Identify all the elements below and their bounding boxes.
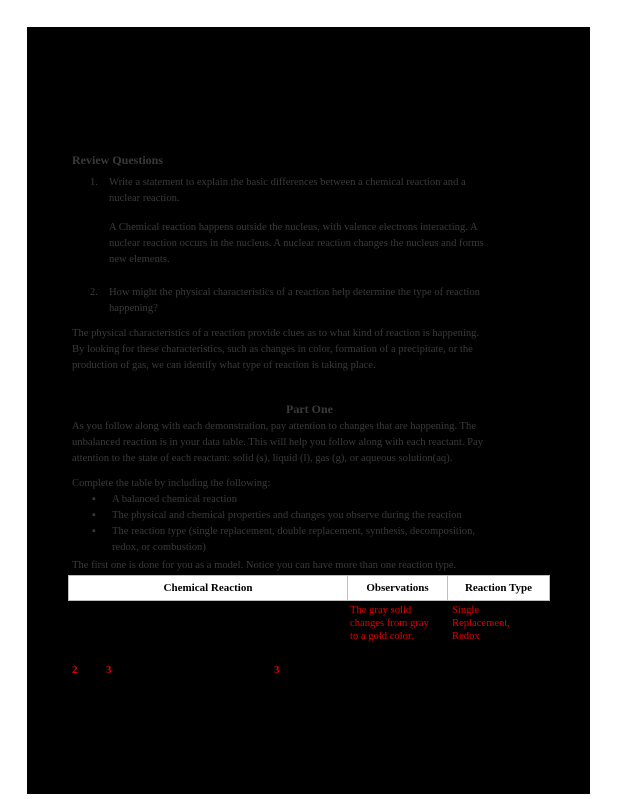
part-one-intro-line-2: unbalanced reaction is in your data table. This will help you follow along with each reactant. Pay — [72, 437, 484, 448]
model-note: The first one is done for you as a model. Notice you can have more than one reaction type. — [72, 560, 457, 571]
answer-2 — [72, 326, 547, 374]
header-observations: Observations — [348, 576, 448, 601]
list-item-continuation: redox, or combustion) — [112, 542, 206, 553]
answer-1-line-3: new elements. — [109, 254, 170, 265]
requirements-list — [90, 492, 540, 556]
table-header-row — [69, 576, 550, 601]
part-one-intro — [72, 419, 547, 467]
answer-2-line-1: The physical characteristics of a reaction provide clues as to what kind of reaction is happening. — [72, 328, 480, 339]
coefficient-3: 3 — [274, 664, 280, 676]
question-2-text-line-2: happening? — [109, 303, 158, 314]
question-1-text-line-1: Write a statement to explain the basic differences between a chemical reaction and a — [109, 177, 466, 188]
reaction-table — [68, 575, 550, 601]
part-one-intro-line-3: attention to the state of each reactant: solid (s), liquid (l), gas (g), or aqueous solution(aq). — [72, 453, 453, 464]
answer-1-line-2: nuclear reaction occurs in the nucleus. A nuclear reaction changes the nucleus and forms — [109, 238, 484, 249]
header-reaction-type: Reaction Type — [448, 576, 550, 601]
bullet-icon: ▪ — [92, 510, 96, 521]
question-2-text-line-1: How might the physical characteristics of a reaction help determine the type of reaction — [109, 287, 480, 298]
part-one-intro-line-1: As you follow along with each demonstration, pay attention to changes that are happening. The — [72, 421, 477, 432]
row1-observations: The gray solid changes from gray to a gold color. — [350, 605, 429, 642]
coefficient-1: 2 — [72, 664, 78, 676]
question-1-text-line-2: nuclear reaction. — [109, 193, 180, 204]
bullet-icon: ▪ — [92, 526, 96, 537]
header-chemical-reaction: Chemical Reaction — [69, 576, 348, 601]
list-item: ▪ A balanced chemical reaction — [90, 492, 540, 508]
question-1-number: 1. — [90, 177, 98, 188]
question-2-number: 2. — [90, 287, 98, 298]
bullet-icon: ▪ — [92, 494, 96, 505]
coefficient-2: 3 — [106, 664, 112, 676]
review-questions-heading: Review Questions — [72, 153, 163, 167]
row1-reaction-type: Single Replacement, Redox — [452, 605, 510, 642]
list-item: ▪ The physical and chemical properties and changes you observe during the reaction — [90, 508, 540, 524]
answer-2-line-3: production of gas, we can identify what type of reaction is taking place. — [72, 360, 376, 371]
answer-2-line-2: By looking for these characteristics, such as changes in color, formation of a precipitate, or the — [72, 344, 473, 355]
answer-1-line-1: A Chemical reaction happens outside the nucleus, with valence electrons interacting. A — [109, 222, 478, 233]
part-one-heading: Part One — [286, 402, 333, 416]
list-item: ▪ The reaction type (single replacement, double replacement, synthesis, decomposition, — [90, 524, 540, 540]
complete-instruction: Complete the table by including the following: — [72, 478, 271, 489]
